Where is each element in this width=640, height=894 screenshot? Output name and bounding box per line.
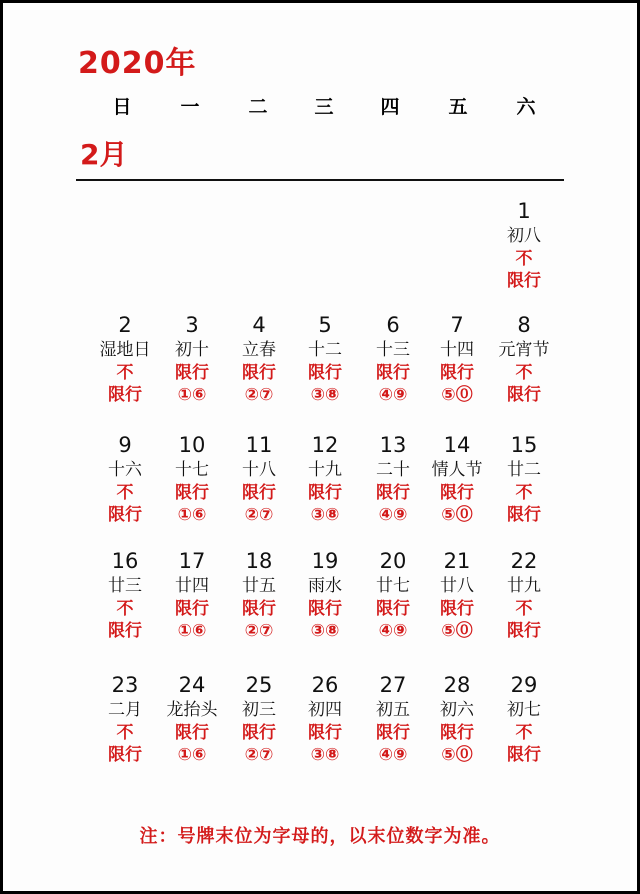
restriction-line-2: 限行 <box>108 621 142 641</box>
day-cell <box>288 548 362 642</box>
day-cell <box>420 312 494 406</box>
day-number: 4 <box>252 313 266 337</box>
lunar-date: 十八 <box>242 460 276 480</box>
day-cell <box>420 432 494 526</box>
restriction-line-2: 限行 <box>507 745 541 765</box>
day-number: 1 <box>517 199 531 223</box>
day-number: 22 <box>510 549 538 573</box>
day-cell <box>356 432 430 526</box>
restriction-line-1: 不 <box>515 249 533 269</box>
lunar-date: 元宵节 <box>498 340 550 360</box>
restriction-line-1: 限行 <box>175 599 209 619</box>
day-cell <box>487 548 561 642</box>
lunar-date: 立春 <box>242 340 276 360</box>
day-cell <box>88 312 162 406</box>
day-number: 11 <box>245 433 273 457</box>
restriction-line-1: 限行 <box>242 723 276 743</box>
restriction-line-1: 限行 <box>308 363 342 383</box>
footnote: 注：号牌末位为字母的，以末位数字为准。 <box>139 826 501 847</box>
restriction-line-1: 限行 <box>440 363 474 383</box>
weekday-sun: 日 <box>112 96 132 118</box>
weekday-mon: 一 <box>180 96 200 118</box>
lunar-date: 龙抬头 <box>166 700 218 720</box>
lunar-date: 二十 <box>376 460 410 480</box>
day-number: 6 <box>386 313 400 337</box>
day-number: 29 <box>510 673 538 697</box>
lunar-date: 廿七 <box>376 576 410 596</box>
day-number: 25 <box>245 673 273 697</box>
restriction-line-2: 限行 <box>507 385 541 405</box>
restriction-line-2: ⑤⓪ <box>441 621 473 641</box>
restriction-line-1: 不 <box>116 363 134 383</box>
day-number: 5 <box>318 313 332 337</box>
weekday-wed: 三 <box>314 96 334 118</box>
restriction-line-1: 限行 <box>376 599 410 619</box>
day-number: 2 <box>118 313 132 337</box>
restriction-line-2: 限行 <box>507 271 541 291</box>
lunar-date: 二月 <box>108 700 142 720</box>
day-number: 18 <box>245 549 273 573</box>
lunar-date: 廿九 <box>507 576 541 596</box>
day-cell <box>155 548 229 642</box>
restriction-line-2: ②⑦ <box>244 621 274 641</box>
day-cell <box>155 432 229 526</box>
lunar-date: 湿地日 <box>99 340 151 360</box>
restriction-line-2: ③⑧ <box>310 385 340 405</box>
lunar-date: 十二 <box>308 340 342 360</box>
day-number: 28 <box>443 673 471 697</box>
weekday-fri: 五 <box>448 96 468 118</box>
restriction-line-2: ⑤⓪ <box>441 385 473 405</box>
restriction-line-2: 限行 <box>507 621 541 641</box>
restriction-line-2: ①⑥ <box>177 385 207 405</box>
day-cell <box>155 312 229 406</box>
day-cell <box>155 672 229 766</box>
day-number: 26 <box>311 673 339 697</box>
day-number: 15 <box>510 433 538 457</box>
restriction-line-1: 限行 <box>440 723 474 743</box>
year-title: 2020年 <box>78 46 197 81</box>
month-title: 2月 <box>80 138 128 171</box>
restriction-line-1: 限行 <box>440 483 474 503</box>
day-number: 3 <box>185 313 199 337</box>
lunar-date: 初八 <box>507 226 541 246</box>
lunar-date: 初三 <box>242 700 276 720</box>
day-number: 24 <box>178 673 206 697</box>
restriction-line-2: ①⑥ <box>177 621 207 641</box>
day-cell <box>88 548 162 642</box>
restriction-line-1: 限行 <box>308 723 342 743</box>
restriction-line-1: 不 <box>116 599 134 619</box>
weekday-thu: 四 <box>380 96 400 118</box>
restriction-line-1: 限行 <box>376 483 410 503</box>
restriction-line-2: ①⑥ <box>177 505 207 525</box>
lunar-date: 廿五 <box>242 576 276 596</box>
restriction-line-1: 限行 <box>242 483 276 503</box>
restriction-line-1: 不 <box>515 599 533 619</box>
lunar-date: 十六 <box>108 460 142 480</box>
day-number: 10 <box>178 433 206 457</box>
restriction-line-2: 限行 <box>507 505 541 525</box>
lunar-date: 廿四 <box>175 576 209 596</box>
restriction-line-1: 限行 <box>175 723 209 743</box>
restriction-line-2: ③⑧ <box>310 505 340 525</box>
day-cell <box>487 312 561 406</box>
day-cell <box>356 672 430 766</box>
day-cell <box>356 312 430 406</box>
lunar-date: 雨水 <box>308 576 342 596</box>
lunar-date: 情人节 <box>431 460 483 480</box>
restriction-line-2: ④⑨ <box>378 621 408 641</box>
day-cell <box>487 672 561 766</box>
day-number: 12 <box>311 433 339 457</box>
lunar-date: 十七 <box>175 460 209 480</box>
restriction-line-1: 限行 <box>175 363 209 383</box>
lunar-date: 初四 <box>308 700 342 720</box>
restriction-line-1: 限行 <box>308 483 342 503</box>
restriction-line-1: 不 <box>116 483 134 503</box>
lunar-date: 十九 <box>308 460 342 480</box>
restriction-line-1: 限行 <box>242 363 276 383</box>
restriction-line-2: ③⑧ <box>310 621 340 641</box>
day-number: 23 <box>111 673 139 697</box>
restriction-line-1: 不 <box>515 723 533 743</box>
day-cell <box>420 548 494 642</box>
day-cell <box>487 432 561 526</box>
day-number: 14 <box>443 433 471 457</box>
restriction-line-1: 限行 <box>308 599 342 619</box>
restriction-line-2: ②⑦ <box>244 385 274 405</box>
lunar-date: 初五 <box>376 700 410 720</box>
lunar-date: 廿八 <box>440 576 474 596</box>
restriction-line-2: ①⑥ <box>177 745 207 765</box>
day-cell <box>288 312 362 406</box>
restriction-line-2: 限行 <box>108 505 142 525</box>
day-cell <box>222 548 296 642</box>
day-cell <box>88 432 162 526</box>
restriction-line-2: ②⑦ <box>244 745 274 765</box>
day-cell <box>288 432 362 526</box>
restriction-line-2: ⑤⓪ <box>441 505 473 525</box>
restriction-line-2: ④⑨ <box>378 745 408 765</box>
restriction-line-2: ④⑨ <box>378 385 408 405</box>
day-cell <box>222 672 296 766</box>
restriction-line-1: 限行 <box>440 599 474 619</box>
day-number: 21 <box>443 549 471 573</box>
day-number: 9 <box>118 433 132 457</box>
restriction-line-1: 限行 <box>242 599 276 619</box>
restriction-line-1: 限行 <box>376 363 410 383</box>
lunar-date: 初七 <box>507 700 541 720</box>
restriction-line-2: ④⑨ <box>378 505 408 525</box>
day-cell <box>222 312 296 406</box>
restriction-line-1: 限行 <box>376 723 410 743</box>
restriction-line-2: ⑤⓪ <box>441 745 473 765</box>
lunar-date: 廿二 <box>507 460 541 480</box>
restriction-line-1: 不 <box>515 363 533 383</box>
lunar-date: 十四 <box>440 340 474 360</box>
lunar-date: 初十 <box>175 340 209 360</box>
lunar-date: 廿三 <box>108 576 142 596</box>
day-cell <box>420 672 494 766</box>
lunar-date: 初六 <box>440 700 474 720</box>
day-number: 19 <box>311 549 339 573</box>
day-number: 7 <box>450 313 464 337</box>
restriction-line-1: 不 <box>515 483 533 503</box>
restriction-line-2: ②⑦ <box>244 505 274 525</box>
day-cell <box>288 672 362 766</box>
restriction-line-1: 限行 <box>175 483 209 503</box>
lunar-date: 十三 <box>376 340 410 360</box>
day-cell <box>222 432 296 526</box>
day-number: 16 <box>111 549 139 573</box>
day-cell <box>487 198 561 292</box>
day-cell <box>88 672 162 766</box>
restriction-line-1: 不 <box>116 723 134 743</box>
restriction-line-2: 限行 <box>108 385 142 405</box>
day-number: 17 <box>178 549 206 573</box>
restriction-line-2: ③⑧ <box>310 745 340 765</box>
restriction-line-2: 限行 <box>108 745 142 765</box>
day-number: 13 <box>379 433 407 457</box>
weekday-tue: 二 <box>248 96 268 118</box>
day-cell <box>356 548 430 642</box>
day-number: 27 <box>379 673 407 697</box>
day-number: 8 <box>517 313 531 337</box>
weekday-sat: 六 <box>516 96 536 118</box>
day-number: 20 <box>379 549 407 573</box>
